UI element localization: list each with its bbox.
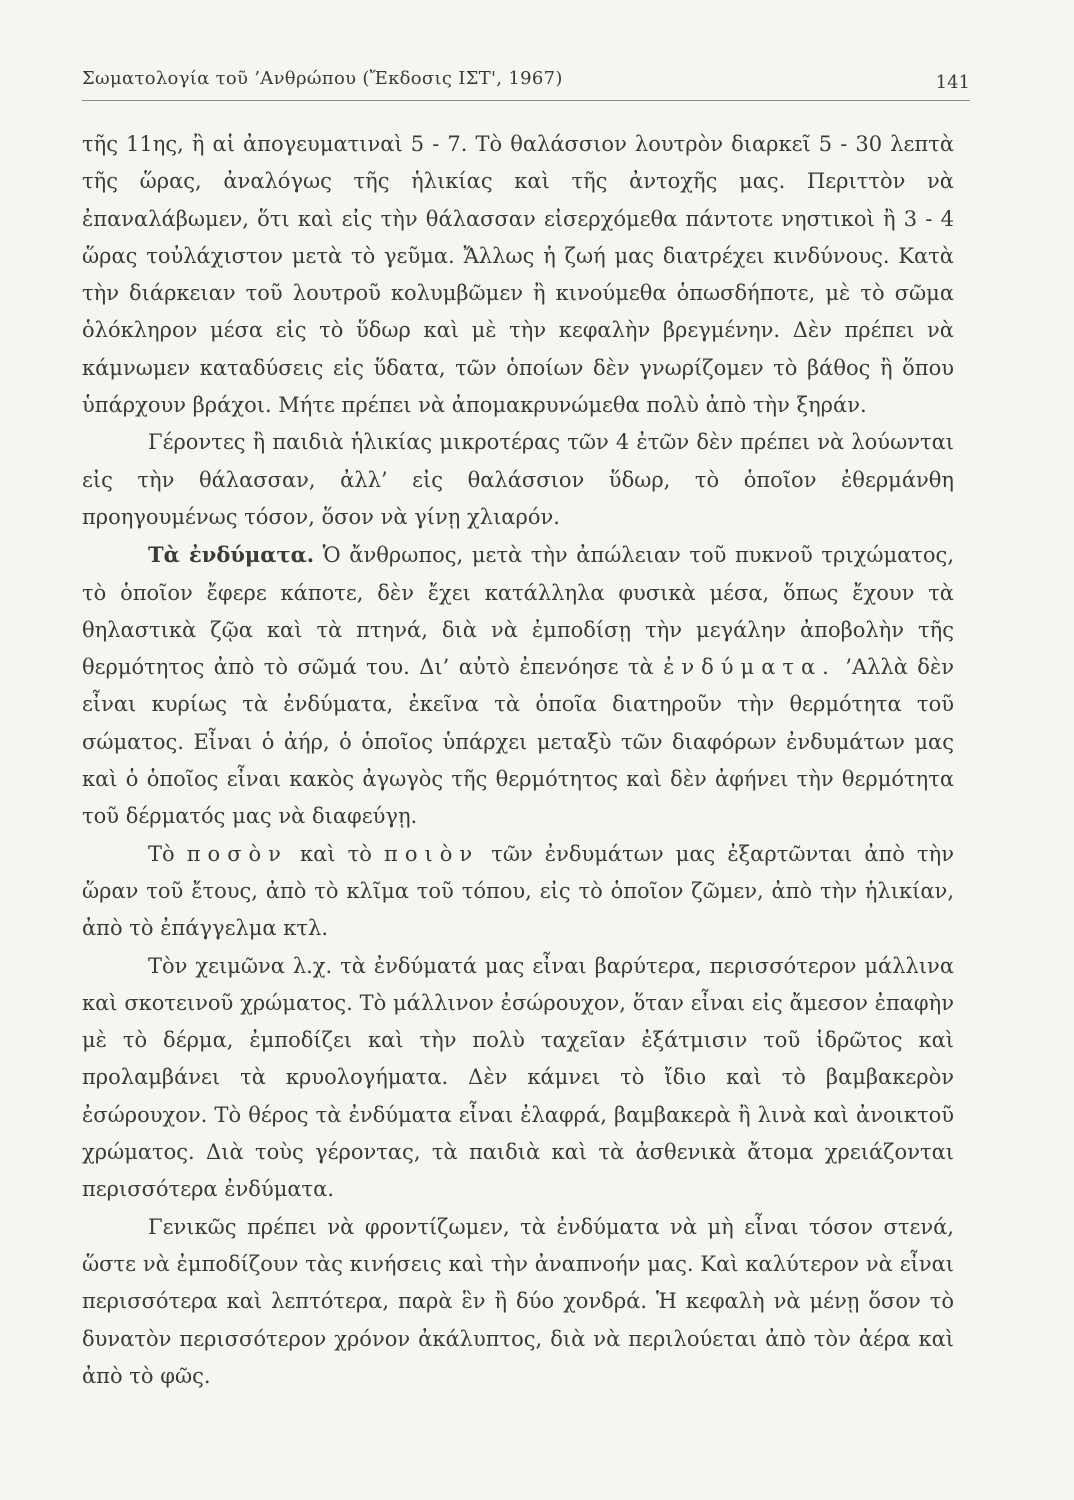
clothing-text-part1: Ὁ ἄνθρωπος, μετὰ τὴν ἀπώλειαν τοῦ πυκνοῦ τριχώματος, τὸ ὁποῖον ἔφερε κάποτε, δὲν ἔχει κατάλληλα φυσικὰ μέσα, ὅπως ἔχουν τὰ θηλαστικὰ ζῷα καὶ τὰ πτηνά, διὰ νὰ ἐμποδίσῃ τὴν μεγάλην ἀποβολὴν τῆς θερμότητος ἀπὸ τὸ σῶμά του. Δι’ αὐτὸ ἐπενόησε τὰ: [82, 543, 954, 680]
paragraph-elderly-children: Γέροντες ἢ παιδιὰ ἡλικίας μικροτέρας τῶν 4 ἐτῶν δὲν πρέπει νὰ λούωνται εἰς τὴν θάλασσαν, ἀλλ’ εἰς θαλάσσιον ὕδωρ, τὸ ὁποῖον ἐθερμάνθη προηγουμένως τόσον, ὅσον νὰ γίνῃ χλιαρόν.: [82, 430, 954, 529]
page-header: [82, 68, 970, 94]
paragraph-sea-bath: τῆς 11ης, ἢ αἱ ἀπογευματιναὶ 5 - 7. Τὸ θαλάσσιον λουτρὸν διαρκεῖ 5 - 30 λεπτὰ τῆς ὥρας, ἀναλόγως τῆς ἡλικίας καὶ τῆς ἀντοχῆς μας. Περιττὸν νὰ ἐπαναλάβωμεν, ὅτι καὶ εἰς τὴν θάλασσαν εἰσερχόμεθα πάντοτε νηστικοὶ ἢ 3 - 4 ὥρας τοὐλάχιστον μετὰ τὸ γεῦμα. Ἄλλως ἡ ζωή μας διατρέχει κινδύνους. Κατὰ τὴν διάρκειαν τοῦ λουτροῦ κολυμβῶμεν ἢ κινούμεθα ὁπωσδήποτε, μὲ τὸ σῶμα ὁλόκληρον μέσα εἰς τὸ ὕδωρ καὶ μὲ τὴν κεφαλὴν βρεγμένην. Δὲν πρέπει νὰ κάμνωμεν καταδύσεις εἰς ὕδατα, τῶν ὁποίων δὲν γνωρίζομεν τὸ βάθος ἢ ὅπου ὑπάρχουν βράχοι. Μήτε πρέπει νὰ ἀπομακρυνώμεθα πολὺ ἀπὸ τὴν ξηράν.: [82, 132, 954, 418]
spaced-term-quality: ποιὸν: [384, 841, 480, 866]
qq-text-mid: καὶ τὸ: [300, 841, 372, 866]
spaced-term-quantity: ποσὸν: [186, 841, 288, 866]
clothing-text-part2: ’Αλλὰ δὲν εἶναι κυρίως τὰ ἐνδύματα, ἐκεῖνα τὰ ὁποῖα διατηροῦν τὴν θερμότητα τοῦ σώματος. Εἶναι ὁ ἀήρ, ὁ ὁποῖος ὑπάρχει μεταξὺ τῶν διαφόρων ἐνδυμάτων μας καὶ ὁ ὁποῖος εἶναι κακὸς ἀγωγὸς τῆς θερμότητος καὶ δὲν ἀφήνει τὴν θερμότητα τοῦ δέρματός μας νὰ διαφεύγῃ.: [82, 655, 954, 829]
header-rule: [82, 100, 970, 101]
running-title: Σωματολογία τοῦ ’Ανθρώπου (Ἔκδοσις ΙΣΤ', 1967): [82, 68, 563, 89]
body-text: [82, 126, 954, 1395]
section-heading-clothing: Τὰ ἐνδύματα.: [148, 542, 315, 568]
paragraph-clothing: [82, 536, 954, 835]
paragraph-general-advice: Γενικῶς πρέπει νὰ φροντίζωμεν, τὰ ἐνδύματα νὰ μὴ εἶναι τόσον στενά, ὥστε νὰ ἐμποδίζουν τὰς κινήσεις καὶ τὴν ἀναπνοήν μας. Καὶ καλύτερον νὰ εἶναι περισσότερα καὶ λεπτότερα, παρὰ ἓν ἢ δύο χονδρά. Ἡ κεφαλὴ νὰ μένῃ ὅσον τὸ δυνατὸν περισσότερον χρόνον ἀκάλυπτος, διὰ νὰ περιλούεται ἀπὸ τὸν ἀέρα καὶ ἀπὸ τὸ φῶς.: [82, 1214, 954, 1388]
spaced-term-clothing: ἐνδύματα.: [663, 655, 836, 680]
qq-text-start: Τὸ: [148, 841, 175, 866]
paragraph-quantity-quality: [82, 836, 954, 948]
page-number: 141: [935, 72, 970, 93]
qq-text-end: τῶν ἐνδυμάτων μας ἐξαρτῶνται ἀπὸ τὴν ὥραν τοῦ ἔτους, ἀπὸ τὸ κλῖμα τοῦ τόπου, εἰς τὸ ὁποῖον ζῶμεν, ἀπὸ τὴν ἡλικίαν, ἀπὸ τὸ ἐπάγγελμα κτλ.: [82, 841, 954, 941]
paragraph-winter-summer: Τὸν χειμῶνα λ.χ. τὰ ἐνδύματά μας εἶναι βαρύτερα, περισσότερον μάλλινα καὶ σκοτεινοῦ χρώματος. Τὸ μάλλινον ἐσώρουχον, ὅταν εἶναι εἰς ἄμεσον ἐπαφὴν μὲ τὸ δέρμα, ἐμποδίζει καὶ τὴν πολὺ ταχεῖαν ἐξάτμισιν τοῦ ἱδρῶτος καὶ προλαμβάνει τὰ κρυολογήματα. Δὲν κάμνει τὸ ἴδιο καὶ τὸ βαμβακερὸν ἐσώρουχον. Τὸ θέρος τὰ ἐνδύματα εἶναι ἐλαφρά, βαμβακερὰ ἢ λινὰ καὶ ἀνοικτοῦ χρώματος. Διὰ τοὺς γέροντας, τὰ παιδιὰ καὶ τὰ ἀσθενικὰ ἄτομα χρειάζονται περισσότερα ἐνδύματα.: [82, 953, 954, 1202]
